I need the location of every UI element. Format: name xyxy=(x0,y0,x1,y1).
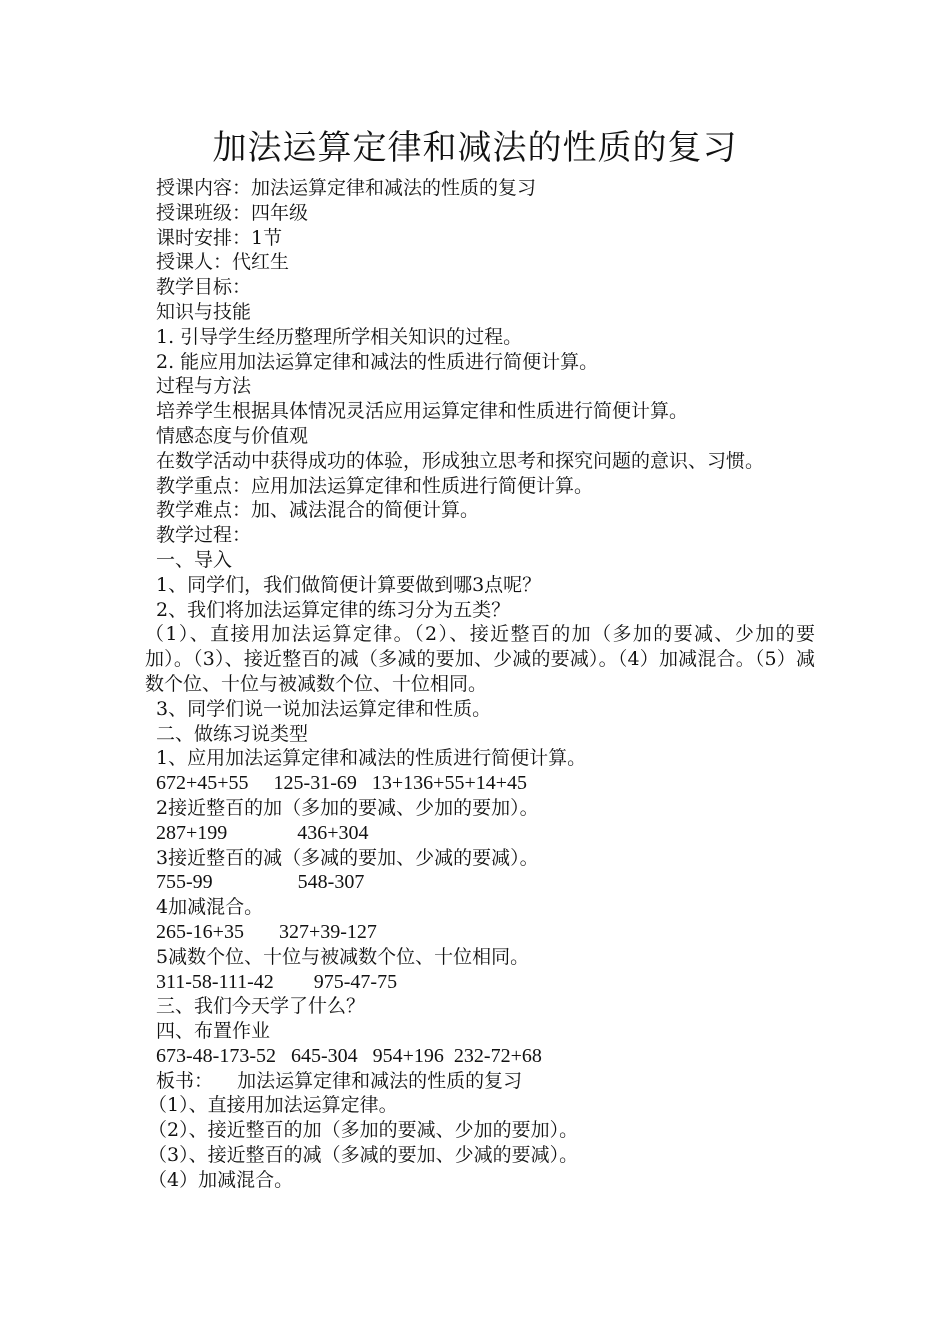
text-line: 2. 能应用加法运算定律和减法的性质进行简便计算。 xyxy=(156,350,599,373)
exercise-line: 311-58-111-42 975-47-75 xyxy=(156,970,398,993)
text-line: 培养学生根据具体情况灵活应用运算定律和性质进行简便计算。 xyxy=(156,400,689,423)
text-line: 知识与技能 xyxy=(156,300,252,323)
text-line: 二、做练习说类型 xyxy=(156,722,309,745)
text-line: 课时安排：1节 xyxy=(156,226,283,249)
text-line: 教学难点：加、减法混合的简便计算。 xyxy=(156,499,480,522)
text-paragraph: （1）、直接用加法运算定律。（2）、接近整百的加（多加的要减、少加的要加）。（3）、接近整百的减（多减的要加、少减的要减）。（4）加减混合。（5）减数个位、十位与被减数个位、十位相同。 xyxy=(145,623,815,695)
text-line: （3）、接近整百的减（多减的要加、少减的要减）。 xyxy=(148,1144,579,1167)
text-line: 三、我们今天学了什么？ xyxy=(156,995,366,1018)
text-line: 1. 引导学生经历整理所学相关知识的过程。 xyxy=(156,325,523,348)
text-line: 教学过程： xyxy=(156,524,252,547)
text-line: 1、同学们，我们做简便计算要做到哪3点呢？ xyxy=(156,573,542,596)
text-line: （2）、接近整百的加（多加的要减、少加的要加）。 xyxy=(148,1119,579,1142)
text-line: 授课人：代红生 xyxy=(156,251,290,274)
text-line: 3、同学们说一说加法运算定律和性质。 xyxy=(156,697,492,720)
text-line: 授课班级：四年级 xyxy=(156,201,309,224)
document-body xyxy=(145,176,815,1193)
text-line: 板书： 加法运算定律和减法的性质的复习 xyxy=(156,1069,523,1092)
text-line: 1、应用加法运算定律和减法的性质进行简便计算。 xyxy=(156,747,587,770)
text-line: 授课内容：加法运算定律和减法的性质的复习 xyxy=(156,177,537,199)
exercise-line: 755-99 548-307 xyxy=(156,871,365,894)
exercise-line: 265-16+35 327+39-127 xyxy=(156,920,377,943)
text-paragraph: 在数学活动中获得成功的体验，形成独立思考和探究问题的意识、习惯。 xyxy=(156,449,765,472)
exercise-line: 672+45+55 125-31-69 13+136+55+14+45 xyxy=(156,772,527,795)
text-line: 4加减混合。 xyxy=(156,896,264,919)
text-line: （4）加减混合。 xyxy=(148,1168,294,1191)
exercise-line: 287+199 436+304 xyxy=(156,821,369,844)
text-line: 2、我们将加法运算定律的练习分为五类？ xyxy=(156,598,511,621)
text-line: 教学目标： xyxy=(156,276,252,299)
text-line: 一、导入 xyxy=(156,548,233,571)
text-line: 3接近整百的减（多减的要加、少减的要减）。 xyxy=(156,846,539,869)
text-line: 2接近整百的加（多加的要减、少加的要加）。 xyxy=(156,796,539,819)
text-line: 教学重点：应用加法运算定律和性质进行简便计算。 xyxy=(156,474,594,497)
homework-line: 673-48-173-52 645-304 954+196 232-72+68 xyxy=(156,1044,542,1067)
text-line: 四、布置作业 xyxy=(156,1020,271,1043)
text-line: 过程与方法 xyxy=(156,375,252,398)
text-line: 情感态度与价值观 xyxy=(156,424,309,447)
text-line: （1）、直接用加法运算定律。 xyxy=(148,1094,398,1117)
text-line: 5减数个位、十位与被减数个位、十位相同。 xyxy=(156,945,530,968)
document-title: 加法运算定律和减法的性质的复习 xyxy=(212,128,738,168)
